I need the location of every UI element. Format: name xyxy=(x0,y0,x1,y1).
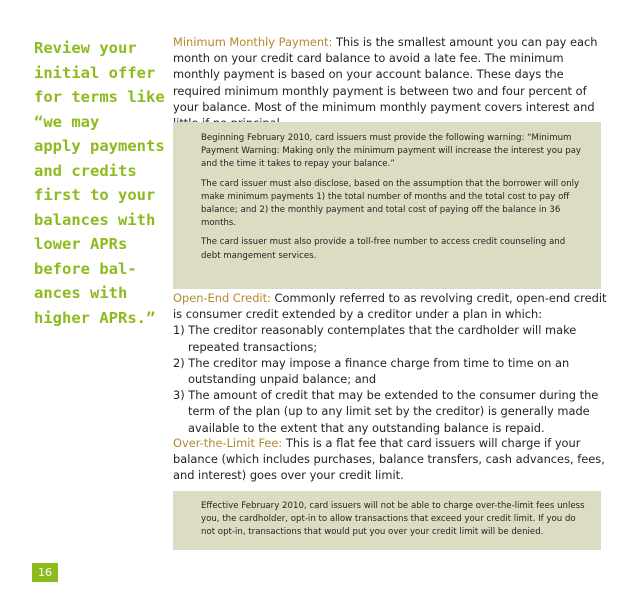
pull-quote-line: before bal- xyxy=(34,259,137,278)
minimum-payment-term: Minimum Monthly Payment: xyxy=(173,35,333,49)
notice-box-paragraph: Effective February 2010, card issuers will not be able to charge over-the-limit fees unless you, the cardholder, opt-in to allow transactions that exceed your credit limit. If you do not opt-in, transactions that would put you over your credit limit will be denied. xyxy=(201,501,585,538)
pull-quote-line: lower APRs xyxy=(34,235,128,253)
over-limit-fee-definition: This is a flat fee that card issuers will charge if your balance (which includes purchases, balance transfers, cash advances, fees, and interest) goes over your credit limit. xyxy=(173,436,605,483)
warning-box-paragraph: Beginning February 2010, card issuers must provide the following warning: “Minimum Payment Warning: Making only the minimum payment will increase the interest you pay and the time it takes to repay your balance.” xyxy=(201,133,582,170)
warning-box-paragraph: The card issuer must also disclose, based on the assumption that the borrower will only make minimum payments 1) the total number of months and the total cost to pay off balance; and 2) the monthly payment and total cost of paying off the balance in 36 months. xyxy=(201,178,580,229)
warning-box-paragraph: The card issuer must also provide a toll-free number to access credit counseling and debt mangement services. xyxy=(201,237,566,261)
pull-quote-line: apply payments xyxy=(34,137,165,155)
pull-quote-line: “we may xyxy=(34,112,100,131)
list-item: 3) The amount of credit that may be extended to the consumer during the term of the plan (up to any limit set by the creditor) is generally made available to the extent that any outstanding balance is repaid. xyxy=(173,388,599,435)
open-end-credit-section xyxy=(173,290,613,436)
list-item: 1) The creditor reasonably contemplates that the cardholder will make repeated transactions; xyxy=(173,323,577,354)
pull-quote-line: higher APRs.” xyxy=(34,308,156,327)
minimum-payment-section xyxy=(173,34,605,131)
pull-quote-line: first to your xyxy=(34,186,156,204)
over-limit-notice-box xyxy=(173,491,601,550)
pull-quote-line: initial offer xyxy=(34,63,156,82)
pull-quote-line: balances with xyxy=(34,210,156,229)
page-number: 16 xyxy=(32,563,58,582)
pull-quote-line: for terms like xyxy=(34,88,165,106)
open-end-credit-term: Open-End Credit: xyxy=(173,291,271,305)
pull-quote-line: Review your xyxy=(34,39,137,57)
open-end-credit-paragraph xyxy=(173,290,613,322)
over-limit-fee-term: Over-the-Limit Fee: xyxy=(173,436,283,450)
over-limit-fee-paragraph xyxy=(173,435,608,484)
pull-quote-line: ances with xyxy=(34,284,128,302)
minimum-payment-paragraph xyxy=(173,34,605,131)
list-item: 2) The creditor may impose a finance charge from time to time on an outstanding unpaid balance; and xyxy=(173,355,570,387)
open-end-credit-list xyxy=(173,322,613,435)
minimum-payment-definition: This is the smallest amount you can pay each month on your credit card balance to avoid a late fee. The minimum monthly payment is based on your account balance. These days the required minimum monthly payment is between two and four percent of your balance. Most of the minimum monthly payment covers interest and xyxy=(173,35,598,114)
pull-quote-line: and credits xyxy=(34,161,137,180)
pull-quote xyxy=(34,36,164,330)
minimum-payment-warning-box xyxy=(173,122,601,289)
open-end-credit-definition: Commonly referred to as revolving credit, open-end credit is consumer credit extended by a creditor under a plan in which: xyxy=(173,291,607,322)
over-limit-fee-section xyxy=(173,435,608,484)
